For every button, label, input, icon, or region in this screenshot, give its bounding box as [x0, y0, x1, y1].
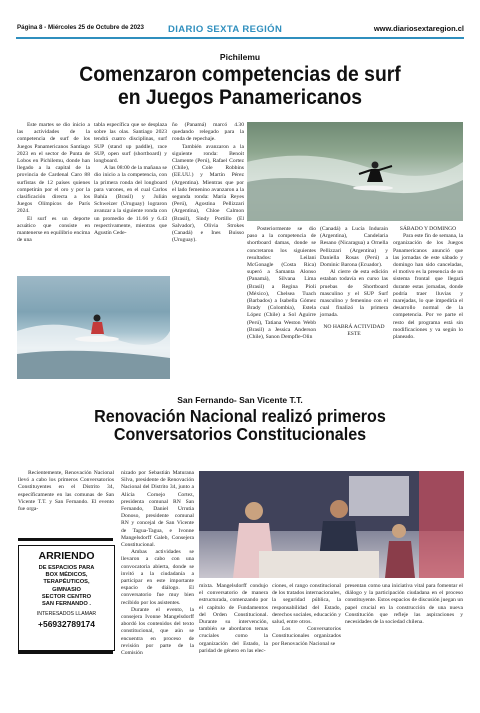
ad-bottom-rule — [18, 651, 113, 654]
article1-headline — [60, 63, 420, 108]
article2-col5-para1: presentan como una iniciativa vital para fomentar el diálogo y la participación ciudadana en el proceso constituyente. Estos espacios de discusión juegan un papel crucial en la construcción de una nueva Constitución que refleje las aspiraciones y necesidades de la sociedad chilena. — [345, 583, 463, 626]
newspaper-name: DIARIO SEXTA REGIÓN — [168, 24, 283, 35]
ad-line-5: SECTOR CENTRO — [41, 593, 92, 600]
article1-col3-para2: También avanzaron a la siguiente ronda: Benoit Clamente (Perú), Rafael Cortez (Chile), Cole Robbins (EE.UU.) y Martín Pérez (Argentina). Mientras que por el lado femenino avanzaron a la segunda ronda: María Reyes (Perú), Agostina Pellizzari (Argentina), Chloe Calmon (Brasil), Sindy Portillo (El Salvador), Olivia Strokes (Canadá) e Ines Buisso (Uruguay). — [172, 143, 244, 244]
ad-line-3: TERAPÉUTICOS, — [43, 579, 90, 586]
article1-subhead-part2: SÁBADO Y DOMINGO — [399, 226, 457, 232]
classified-ad-box — [18, 545, 115, 651]
ad-line-2: BOX MÉDICOS, — [45, 572, 88, 579]
header-rule — [16, 37, 464, 39]
ad-phone[interactable]: +56932789174 — [38, 618, 95, 629]
ad-line-6: SAN FERNANDO . — [42, 601, 91, 608]
surfer-photo-board — [17, 276, 170, 379]
article2-col1-para1: Recientemente, Renovación Nacional llevó a cabo los primeros Conversatorios Constituyentes en el Distrito 34, específicamente en las comunas de San Vicente T.T. y San Fernando. El evento fue orga- — [18, 470, 114, 513]
article1-column-6 — [393, 226, 463, 341]
article1-col2-para1: tabla específica que se desplaza sobre las olas. Santiago 2023 tendrá cuatro disciplinas, surf SUP (stand up paddle), race SUP, open surf (shortboard) y longboard. — [94, 122, 167, 165]
article1-col5-para1: (Canadá) a Lucía Indurain (Argentina), Candelaria Resano (Nicaragua) a Ornella Pellizzari (Argentina) y Daniella Rosas (Perú) a Dominic Barona (Ecuador). — [320, 226, 388, 269]
article1-col1-para1: Este martes se dio inicio a las actividades de la competencia de surf de los Juegos Panamericanos Santiago 2023 en el sector de Punta de Lobos en Pichilemu, donde han llegado a la capital de la provincia de Cardenal Caro 88 surfistas de 12 países quienes competirán por el oro y por la clasificación directa a los Juegos Olímpicos de París 2024. — [17, 122, 90, 215]
article2-column-5 — [345, 583, 463, 626]
article2-kicker: San Fernando- San Vicente T.T. — [177, 395, 303, 405]
article2-col4-para1: ciones, el rango constitucional de los tratados internacionales, la seguridad pública, la responsabilidad del Estado, derechos sociales, educación y salud, entre otros. — [272, 583, 341, 626]
ad-line-1: DE ESPACIOS PARA — [38, 565, 95, 571]
article1-col5-para2: Al cierre de esta edición estaban todavía en curso las pruebas de Shortboard masculino y el SUP Surf masculino y femenino con el cual finalizó la primera jornada. — [320, 269, 388, 319]
article2-col2-para3: Durante el evento, la consejera Ivonne Mangelsdorff abordó los contenidos del texto constitucional, que aún se encuentra en proceso de revisión por parte de la Comisión — [121, 606, 194, 657]
surfer-photo-wave — [247, 122, 463, 221]
article2-column-3 — [199, 583, 268, 655]
article1-kicker: Pichilemu — [219, 52, 261, 62]
article2-col2-para1: nizado por Sebastián Maturana Silva, presidente de Renovación Nacional del Distrito 34, junto a Alicia Cornejo Cortez, presidenta comunal RN San Fernando, Daniel Urrutia Donoso, presidente comunal RN y concejal de San Vicente de Tagua-Tagua, e Ivonne Mangelsdorff Galeb, Consejera Constitucional. — [121, 470, 194, 549]
article1-col4-para1: Posteriormente se dio paso a la competencia de shortboard damas, donde se concretaron los siguientes resultados: Leilani McGonagle (Costa Rica) superó a Samanta Alonso (Panamá), Silvana Lima (Brasil) a Regina Pioli (México), Chelsea Tuach (Barbados) a Isabella Gómez Brady (Colombia), Estela López (Chile) a Sol Aguirre (Perú), Tatiana Weston Webb (Brasil) a Jessica Anderson (Chile), Sanon Dempfle-Olin — [247, 226, 316, 341]
article1-col1-para2: El surf es un deporte acuático que consiste en mantenerse en equilibrio encima de una — [17, 215, 90, 244]
article1-subhead-part1: NO HABRÁ ACTIVIDAD ESTE — [323, 323, 385, 337]
article1-column-1 — [17, 122, 90, 244]
article2-headline — [56, 407, 424, 444]
article1-column-4 — [247, 226, 316, 341]
article2-col2-para2: Ambas actividades se llevaron a cabo con una convocatoria abierta, donde se invitó a la ciudadanía a participar en este importante espacio de diálogo. El conversatorio fue muy bien recibido por los asistentes. — [121, 549, 194, 606]
ad-title: ARRIENDO — [38, 550, 95, 562]
ad-contact-label: INTERESADOS LLAMAR — [36, 611, 97, 618]
article1-headline-line1: Comenzaron competencias de surf — [79, 62, 401, 86]
article1-col2-para2: A las 08:00 de la mañana se dio inicio a la competencia, con la primera ronda del longboard para varones, en el cual Carlos Bahía (Brasil) y Julián Schweizer (Uruguay) lograron avanzar a la siguiente ronda con un promedio de 11.66 y 6.43 respectivamente, mientras que Agustín Cede- — [94, 165, 167, 237]
article1-headline-line2: en Juegos Panamericanos — [117, 84, 363, 109]
page-info: Página 8 - Miércoles 25 de Octubre de 2023 — [17, 24, 144, 31]
article1-column-2 — [94, 122, 167, 237]
conversatorio-photo — [199, 471, 464, 578]
article1-col3-para1: ño (Panamá) marcó 4.30 quedando relegado para la ronda de repechaje. — [172, 122, 244, 143]
article2-headline-line1: Renovación Nacional realizó primeros — [94, 406, 386, 426]
article1-col6-para1: Para este fin de semana, la organización de los Juegos Panamericanos anunció que las jornadas de este sábado y domingo han sido canceladas, el motivo es la presencia de un sistema frontal que llegará durante estas jornadas, donde podría traer lluvias y marejadas, lo que impediría el desarrollo normal de la competencia. Por ve parte el resto del programa está sin modificaciones y va según lo planeado. — [393, 233, 463, 341]
article2-column-1 — [18, 470, 114, 513]
ad-top-rule — [18, 538, 113, 541]
article2-col3-para1: mixta. Mangelsdorff condujo el conversatorio de manera estructurada, comenzando por el capítulo de Fundamentos del Orden Constitucional. Durante su intervención, también se abordaron temas cruciales como la organización del Estado, la paridad de género en las elec- — [199, 583, 268, 654]
article1-column-3 — [172, 122, 244, 244]
website-url[interactable]: www.diariosextaregion.cl — [373, 24, 464, 33]
article2-headline-line2: Conversatorios Constitucionales — [113, 424, 367, 445]
article2-col4-para2: Los Conversatorios Constitucionales organizados por Renovación Nacional se — [272, 626, 341, 647]
ad-line-4: GIMNASIO — [52, 586, 81, 593]
article2-column-2 — [121, 470, 194, 657]
article1-column-5 — [320, 226, 388, 338]
article2-column-4 — [272, 583, 341, 648]
